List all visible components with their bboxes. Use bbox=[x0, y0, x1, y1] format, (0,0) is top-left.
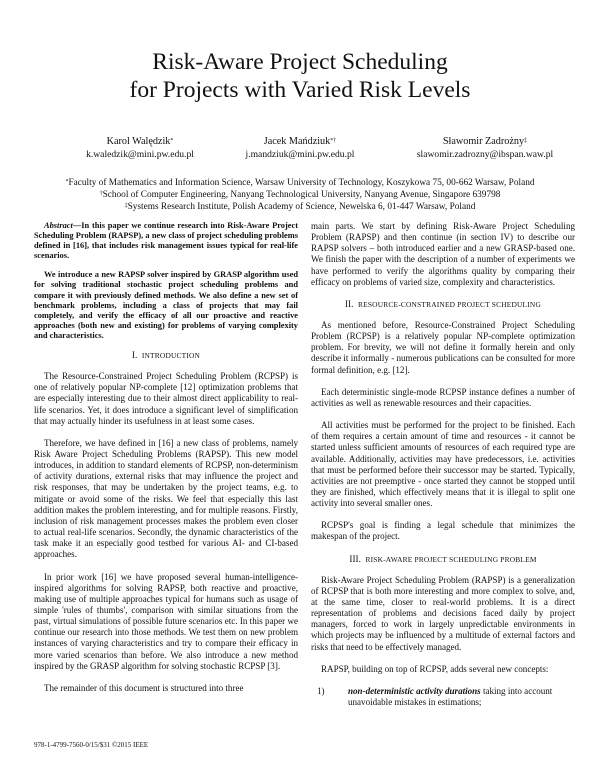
section-2-number: II. bbox=[344, 298, 354, 309]
intro-paragraph-4: The remainder of this document is structured into three bbox=[44, 682, 244, 693]
author-2-name: Jacek Mańdziuk bbox=[263, 136, 331, 147]
author-3-email: slawomir.zadrozny@ibspan.waw.pl bbox=[416, 148, 554, 160]
section-3-number: III. bbox=[349, 553, 361, 564]
right-column bbox=[311, 221, 575, 708]
section-heading-rapsp bbox=[311, 554, 575, 565]
author-1 bbox=[65, 136, 215, 161]
affiliation-2-mark: † bbox=[99, 191, 103, 198]
abstract-label: Abstract bbox=[44, 221, 73, 230]
abstract-text-1: —In this paper we continue research into Risk-Aware Project Scheduling Problem (RAPSP), a new class of project scheduling problems defined in [16], that includes risk management issues typical for real-life scenarios. bbox=[34, 221, 298, 261]
section-1-number: I. bbox=[131, 350, 138, 361]
section-1-title: INTRODUCTION bbox=[141, 351, 201, 361]
affiliation-1 bbox=[0, 177, 600, 189]
rcpsp-paragraph-3: All activities must be performed for the project to be finished. Each of them requires a certain amount of time and resources - it cannot be started unless sufficient amounts of resources of each required type are available. Additionally, activities may have predecessors, i.e. activities that must be performed before their successor may be started. Typically, activities are not preemptive - once started they cannot be stopped until they are finished, which effectively means that it is illegal to split one activity into several smaller ones. bbox=[311, 420, 575, 509]
list-item-text: taking into account unavoidable mistakes in estimations; bbox=[348, 685, 553, 707]
author-1-email: k.waledzik@mini.pw.edu.pl bbox=[86, 148, 194, 160]
affiliations bbox=[0, 177, 600, 214]
intro-paragraph-2: Therefore, we have defined in [16] a new class of problems, namely Risk Aware Project Scheduling Problems (RAPSP). This new model introduces, in addition to standard elements of RCPSP, non-determinism of activity durations, external risks that may influence the project and risk responses, that may be undertaken by the project teams, e.g. to mitigate or avoid some of the risks. We feel that especially this last addition makes the problem interesting, and for multiple reasons. Firstly, inclusion of risk management processes makes the problem even closer to actual real-life scenarios. Secondly, the dynamic characteristics of the task make it an especially good testbed for various AI- and CI-based approaches. bbox=[34, 437, 298, 560]
paper-title bbox=[0, 48, 600, 104]
list-item-number: 1) bbox=[317, 685, 325, 696]
rapsp-paragraph-2: RAPSP, building on top of RCPSP, adds several new concepts: bbox=[321, 663, 549, 674]
intro-paragraph-1: The Resource-Constrained Project Scheduling Problem (RCPSP) is one of relatively popular NP-complete [12] optimization problems that are especially interesting due to their almost direct applicability to real-life scenarios. Yet, it does introduce a significant level of simplification that may actually hinder its usefulness in at least some cases. bbox=[34, 371, 298, 426]
rapsp-paragraph-1: Risk-Aware Project Scheduling Problem (RAPSP) is a generalization of RCPSP that is both more interesting and more complex to solve, and, at the same time, closer to real-world problems. It is a direct representation of problems and decisions faced daily by project managers, forced to work in largely unpredictable environments in which projects may be influenced by a multitude of external factors and risks that need to be effectively managed. bbox=[311, 574, 575, 652]
affiliation-3-text: Systems Research Institute, Polish Academy of Science, Newelska 6, 01-447 Warsaw, Poland bbox=[127, 202, 476, 213]
affiliation-1-text: Faculty of Mathematics and Information Science, Warsaw University of Technology, Koszykowa 75, 00-662 Warsaw, Poland bbox=[68, 178, 535, 188]
author-2 bbox=[235, 136, 365, 161]
rcpsp-paragraph-4: RCPSP's goal is finding a legal schedule that minimizes the makespan of the project. bbox=[311, 520, 575, 542]
affiliation-3-mark: ‡ bbox=[124, 203, 128, 210]
section-3-title: RISK-AWARE PROJECT SCHEDULING PROBLEM bbox=[365, 554, 537, 564]
title-line-1: Risk-Aware Project Scheduling bbox=[152, 49, 448, 75]
author-1-mark: * bbox=[170, 138, 174, 144]
affiliation-2-text: School of Computer Engineering, Nanyang Technological University, Nanyang Avenue, Singapore 639798 bbox=[102, 190, 501, 201]
intro-continued-paragraph: main parts. We start by defining Risk-Aware Project Scheduling Problem (RAPSP) and then continue (in section IV) to describe our RAPSP solvers – both introduced earlier and a new GRASP-based one. We finish the paper with the description of a number of experiments we have performed to verify the algorithms quality by comparing their efficacy on problems of varied size, complexity and characteristics. bbox=[311, 221, 575, 287]
author-block bbox=[0, 136, 600, 166]
list-item-bold-term: non-deterministic activity durations bbox=[348, 685, 481, 696]
author-1-name: Karol Walędzik bbox=[106, 136, 171, 147]
author-3-name: Sławomir Zadrożny bbox=[442, 136, 525, 147]
abstract-paragraph-2: We introduce a new RAPSP solver inspired by GRASP algorithm used for solving traditional stochastic project scheduling problems and compare it with previously defined methods. We also define a new set of benchmark problems, including a class of projects that may fail completely, and verify the efficacy of all our proactive and reactive approaches (both new and existing) for problems of varying complexity and characteristics. bbox=[34, 270, 298, 340]
section-heading-rcpsp bbox=[311, 299, 575, 310]
rcpsp-paragraph-1: As mentioned before, Resource-Constrained Project Scheduling Problem (RCPSP) is a relatively popular NP-complete optimization problem. For brevity, we will not define it formally herein and only describe it informally - numerous publications can be consulted for more formal definition, e.g. [12]. bbox=[311, 319, 575, 375]
author-3-mark: ‡ bbox=[524, 138, 528, 144]
copyright-footer: 978-1-4799-7560-0/15/$31 ©2015 IEEE bbox=[34, 741, 149, 749]
author-2-mark: *† bbox=[330, 138, 337, 144]
affiliation-1-mark: * bbox=[65, 179, 69, 185]
abstract-paragraph-1 bbox=[34, 221, 298, 261]
intro-paragraph-3: In prior work [16] we have proposed several human-intelligence-inspired algorithms for solving RAPSP, both reactive and proactive, making use of multiple approaches typical for humans such as usage of simple 'rules of thumbs', comparison with similar situations from the past, virtual simulations of possible future scenarios etc. In this paper we continue our research into those methods. We test them on new problem instances of varying characteristics and try to compare their efficacy in more varied scenarios than before. We also introduce a new method inspired by the GRASP algorithm for solving stochastic RCPSP [3]. bbox=[34, 571, 298, 671]
left-column bbox=[34, 221, 298, 705]
section-2-title: RESOURCE-CONSTRAINED PROJECT SCHEDULING bbox=[358, 299, 541, 309]
author-3 bbox=[405, 136, 565, 161]
affiliation-3 bbox=[0, 201, 600, 213]
rcpsp-paragraph-2: Each deterministic single-mode RCPSP instance defines a number of activities as well as renewable resources and their capacities. bbox=[311, 386, 575, 408]
list-item bbox=[311, 686, 575, 708]
section-heading-introduction bbox=[34, 350, 298, 361]
affiliation-2 bbox=[0, 189, 600, 201]
title-line-2: for Projects with Varied Risk Levels bbox=[129, 77, 471, 103]
author-2-email: j.mandziuk@mini.pw.edu.pl bbox=[245, 148, 355, 160]
